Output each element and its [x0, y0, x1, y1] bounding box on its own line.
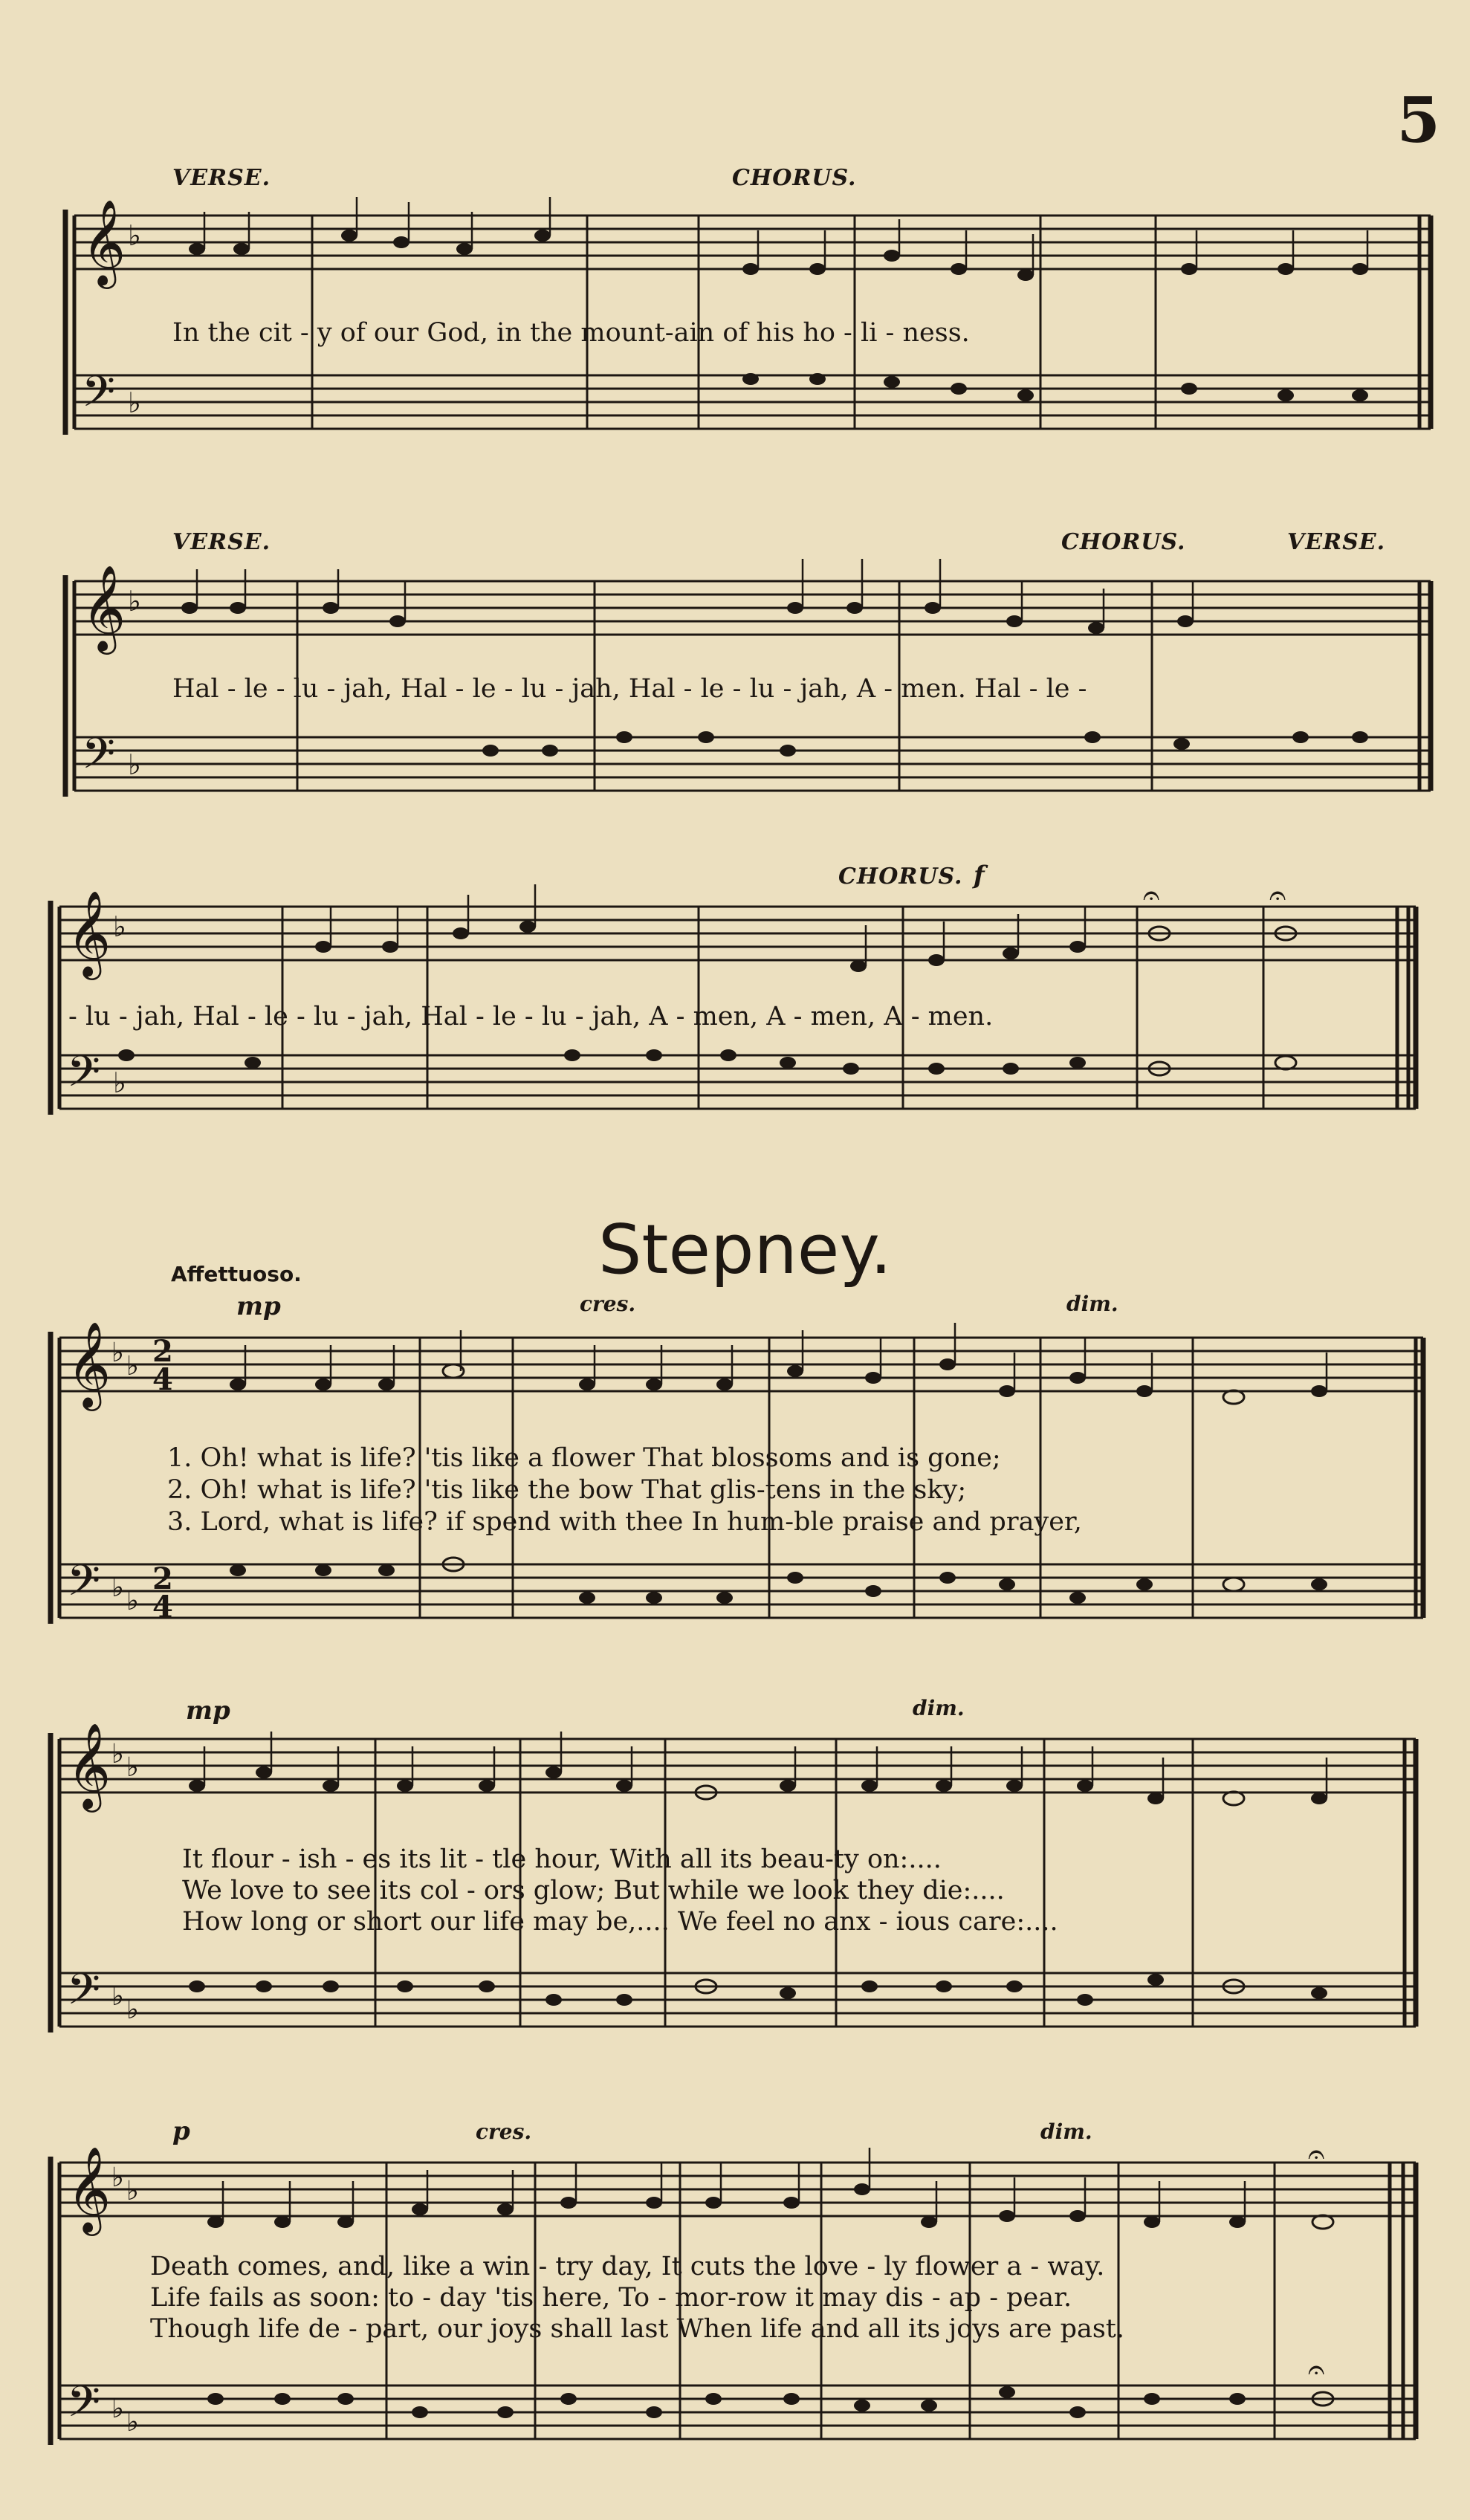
time-signature-top: 2	[152, 1561, 173, 1596]
flat-icon: ♭	[111, 1981, 124, 2012]
fermata-icon: 𝄐	[1269, 878, 1286, 913]
flat-icon: ♭	[128, 386, 141, 419]
dynamic-dim: dim.	[913, 1696, 965, 1720]
flat-icon: ♭	[126, 1995, 139, 2025]
lyric-line-verse-1: 1. Oh! what is life? 'tis like a flower That blossoms and is gone;	[167, 1443, 1001, 1473]
lyric-line: - lu - jah, Hal - le - lu - jah, Hal - le - lu - jah, A - men, A - men, A - men.	[68, 1002, 994, 1031]
lyric-line-verse-2: 2. Oh! what is life? 'tis like the bow That glis-tens in the sky;	[167, 1475, 967, 1505]
flat-icon: ♭	[126, 2176, 139, 2206]
flat-icon: ♭	[113, 910, 126, 943]
flat-icon: ♭	[126, 1586, 139, 1616]
fermata-icon: 𝄐	[1143, 878, 1160, 913]
dynamic-cres: cres.	[476, 2119, 532, 2144]
dynamic-forte: f	[974, 861, 985, 890]
bass-clef-icon: 𝄢	[67, 1964, 101, 2025]
flat-icon: ♭	[128, 219, 141, 252]
section-label-chorus: CHORUS.	[1061, 529, 1186, 555]
flat-icon: ♭	[113, 1066, 126, 1099]
bass-clef-icon: 𝄢	[67, 1046, 101, 1107]
time-signature-bottom: 4	[152, 1362, 173, 1397]
lyric-line: In the cit - y of our God, in the mount-ain of his ho - li - ness.	[172, 318, 970, 348]
treble-clef-icon: 𝄞	[82, 198, 126, 285]
flat-icon: ♭	[111, 1572, 124, 1603]
fermata-icon: 𝄐	[1308, 2137, 1325, 2171]
dynamic-p: p	[172, 2116, 190, 2146]
dynamic-mp: mp	[236, 1292, 281, 1321]
tempo-marking: Affettuoso.	[171, 1262, 302, 1286]
fermata-icon: 𝄐	[1308, 2353, 1325, 2387]
lyric-line-verse-1: Death comes, and, like a win - try day, It cuts the love - ly flower a - way.	[150, 2252, 1105, 2281]
flat-icon: ♭	[126, 1351, 139, 1382]
flat-icon: ♭	[111, 1739, 124, 1769]
section-label-chorus: CHORUS.	[838, 864, 963, 890]
flat-icon: ♭	[111, 1338, 124, 1368]
anthem-system-1	[0, 193, 1470, 520]
flat-icon: ♭	[111, 2394, 124, 2424]
page-number: 5	[1396, 83, 1440, 157]
treble-clef-icon: 𝄞	[67, 890, 111, 976]
lyric-line-verse-1: It flour - ish - es its lit - tle hour, With all its beau-ty on:....	[182, 1844, 942, 1874]
bass-clef-icon: 𝄢	[67, 1555, 101, 1616]
lyric-line-verse-3: 3. Lord, what is life? if spend with thee In hum-ble praise and prayer,	[167, 1507, 1082, 1537]
dynamic-dim: dim.	[1040, 2119, 1092, 2144]
bass-clef-icon: 𝄢	[67, 2377, 101, 2438]
flat-icon: ♭	[126, 1752, 139, 1783]
hymn-title: Stepney.	[598, 1210, 892, 1289]
bass-clef-icon: 𝄢	[82, 728, 116, 789]
section-label-verse: VERSE.	[172, 165, 271, 191]
lyric-line-verse-3: Though life de - part, our joys shall last When life and all its joys are past.	[150, 2314, 1124, 2344]
treble-clef-icon: 𝄞	[67, 1321, 111, 1408]
time-signature-bottom: 4	[152, 1590, 173, 1625]
bass-clef-icon: 𝄢	[82, 366, 116, 427]
dynamic-cres: cres.	[580, 1292, 636, 1316]
section-label-verse: VERSE.	[172, 529, 271, 555]
treble-clef-icon: 𝄞	[67, 1722, 111, 1809]
treble-clef-icon: 𝄞	[67, 2145, 111, 2232]
treble-clef-icon: 𝄞	[82, 564, 126, 651]
dynamic-dim: dim.	[1066, 1292, 1118, 1316]
flat-icon: ♭	[126, 2407, 139, 2438]
lyric-line-verse-2: Life fails as soon: to - day 'tis here, To - mor-row it may dis - ap - pear.	[150, 2283, 1072, 2313]
dynamic-mp: mp	[186, 1696, 230, 1726]
lyric-line: Hal - le - lu - jah, Hal - le - lu - jah, Hal - le - lu - jah, A - men. Hal - le -	[172, 674, 1087, 704]
lyric-line-verse-3: How long or short our life may be,.... We feel no anx - ious care:....	[182, 1907, 1058, 1937]
section-label-verse: VERSE.	[1287, 529, 1386, 555]
flat-icon: ♭	[128, 585, 141, 618]
time-signature-top: 2	[152, 1334, 173, 1369]
flat-icon: ♭	[128, 748, 141, 781]
flat-icon: ♭	[111, 2163, 124, 2193]
lyric-line-verse-2: We love to see its col - ors glow; But while we look they die:....	[182, 1876, 1005, 1905]
section-label-chorus: CHORUS.	[732, 165, 857, 191]
